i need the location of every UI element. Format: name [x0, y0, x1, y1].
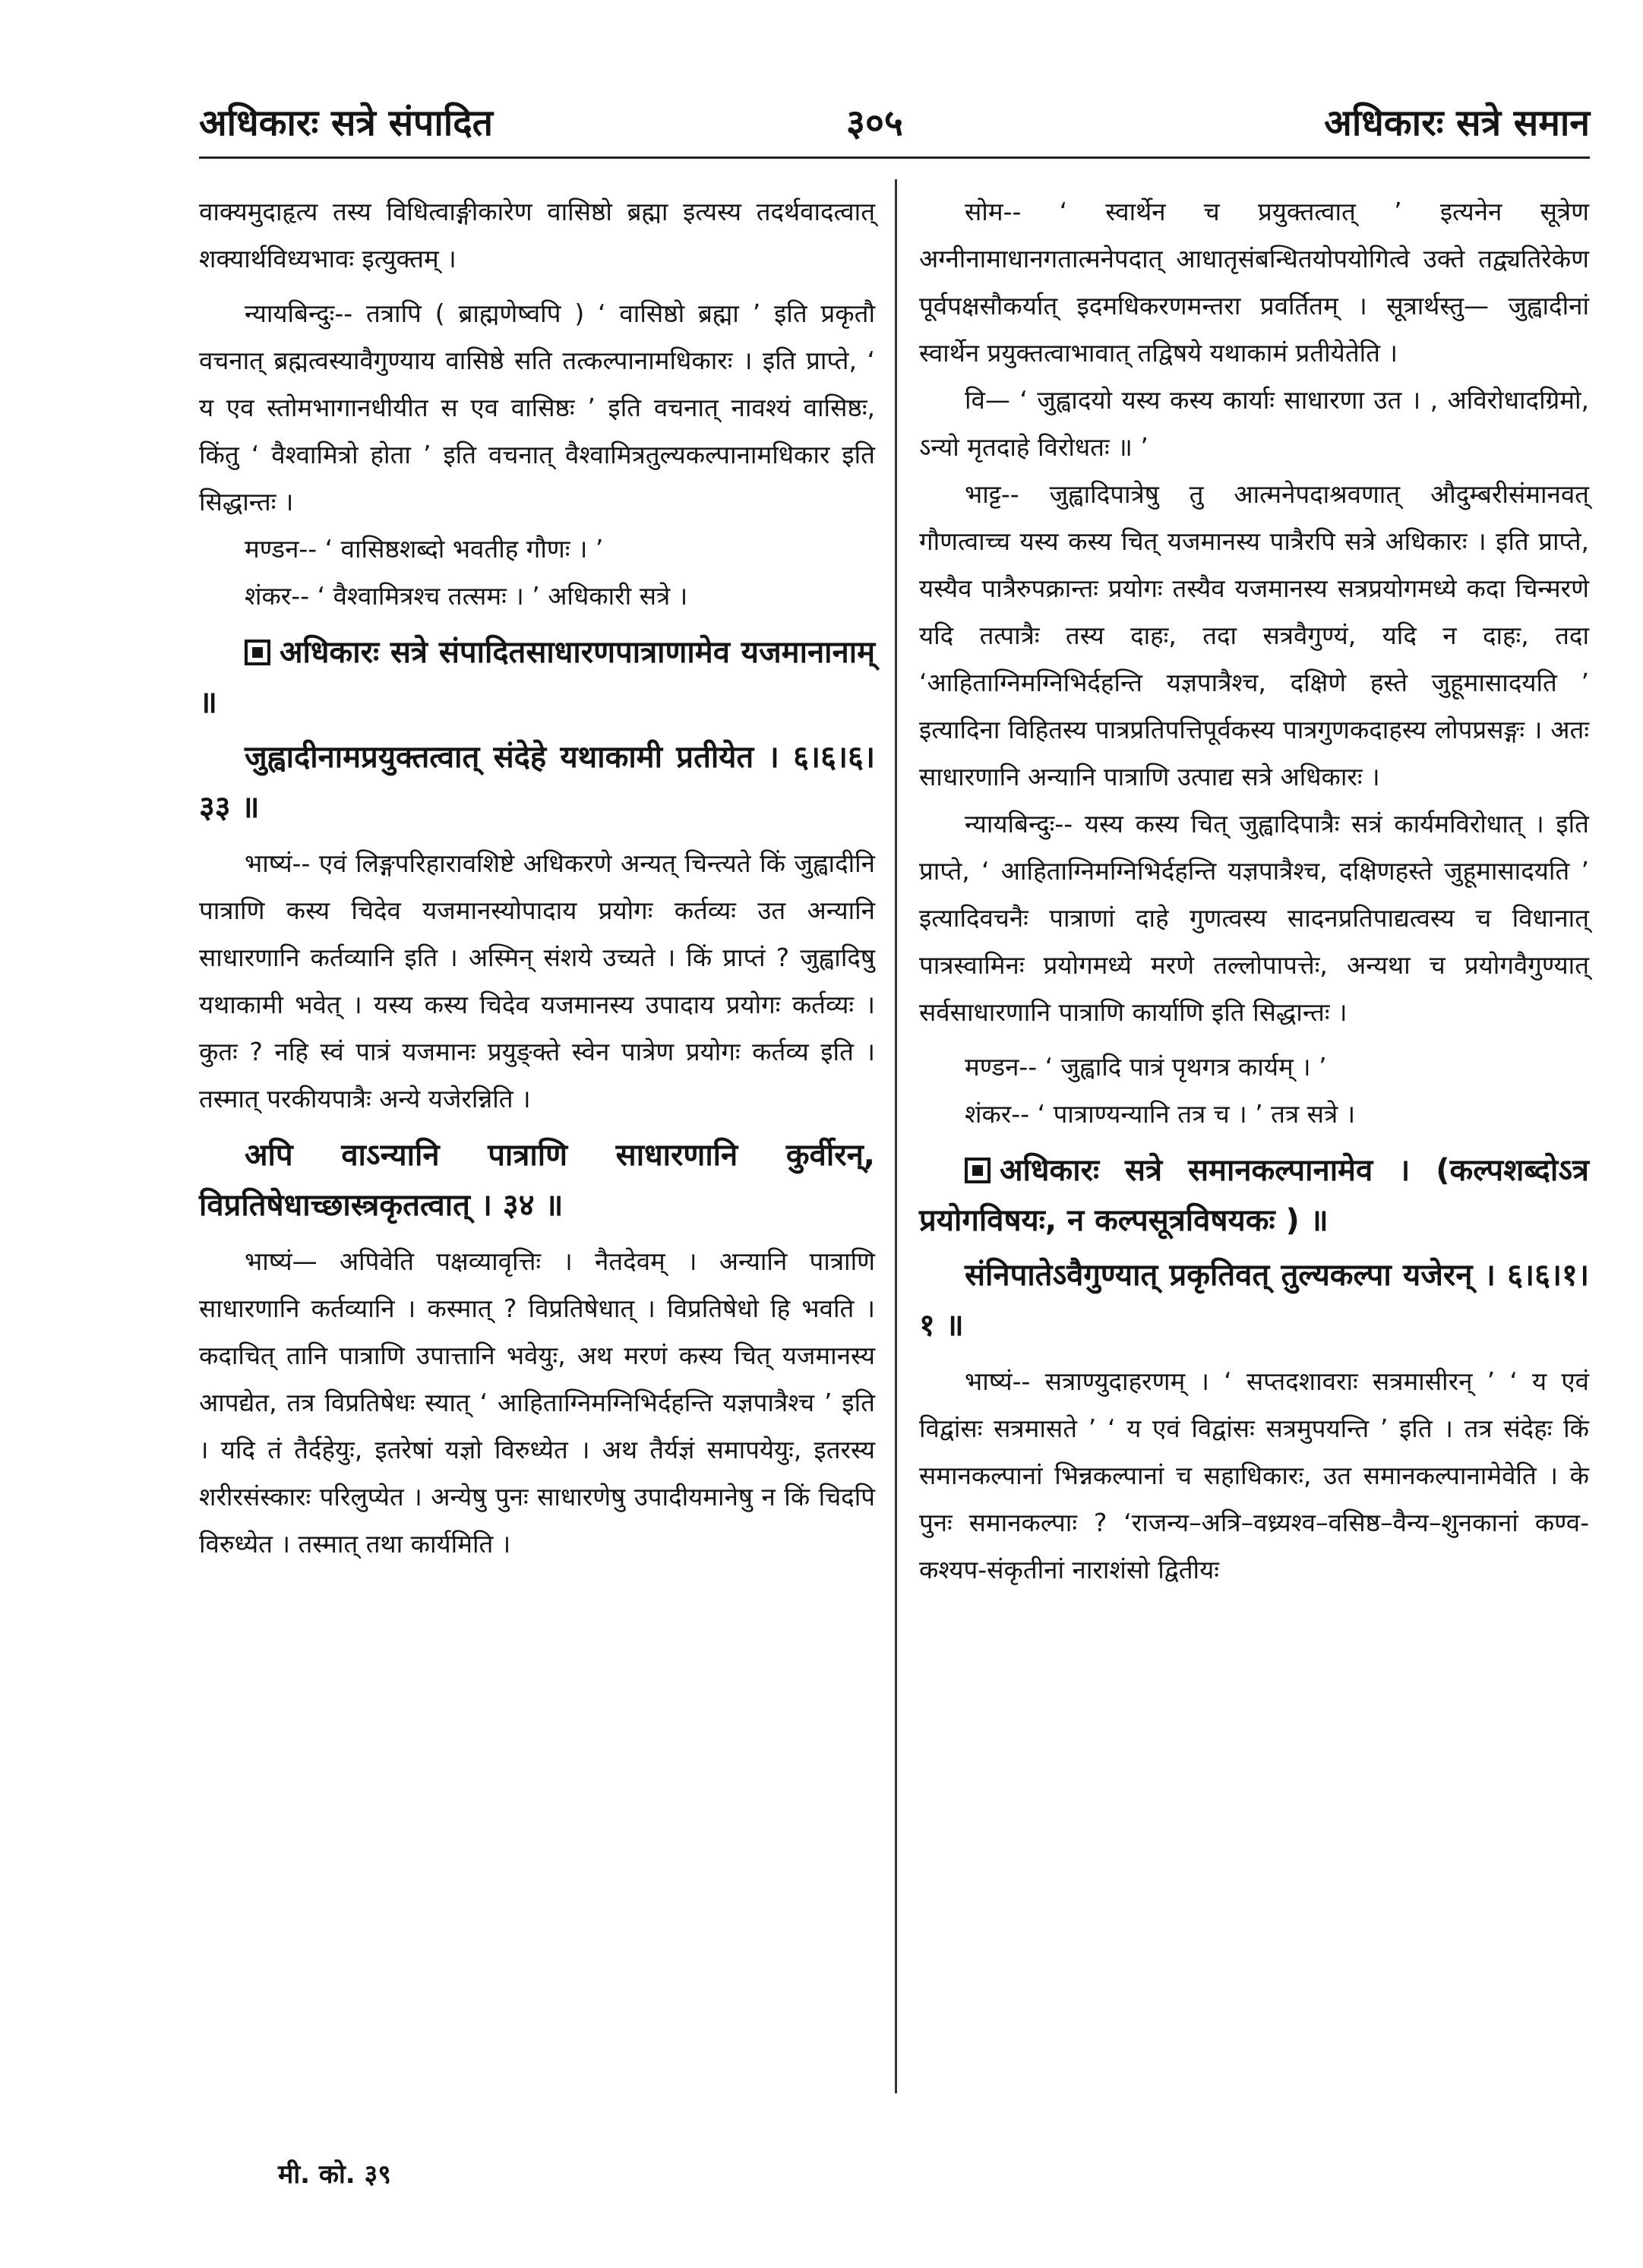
paragraph: भाट्ट-- जुह्वादिपात्रेषु तु आत्मनेपदाश्रवणात् औदुम्बरीसंमानवत् गौणत्वाच्च यस्य कस्य चित् यजमानस्य पात्रैरपि सत्रे अधिकारः । इति प्राप्ते, यस्यैव पात्रैरुपक्रान्तः प्रयोगः तस्यैव यजमानस्य सत्रप्रयोगमध्ये कदा चिन्मरणे यदि तत्पात्रैः तस्य दाहः, तदा सत्रवैगुण्यं, यदि न दाहः, तदा ‘आहिताग्निमग्निभिर्दहन्ति यज्ञपात्रैश्च, दक्षिणे हस्ते जुहूमासादयति ’ इत्यादिना विहितस्य पात्रप्रतिपत्तिपूर्वकस्य पात्रगुणकदाहस्य लोपप्रसङ्गः । अतः साधारणानि अन्यानि पात्राणि उत्पाद्य सत्रे अधिकारः ।: [919, 479, 1589, 791]
column-divider: [895, 179, 897, 2093]
left-column: [199, 188, 875, 1568]
paragraph: वाक्यमुदाहृत्य तस्य विधित्वाङ्गीकारेण वासिष्ठो ब्रह्मा इत्यस्य तदर्थवादत्वात् शक्यार्थविध्यभावः इत्युक्तम् ।: [199, 197, 875, 273]
paragraph: मण्डन-- ‘ जुह्वादि पात्रं पृथगत्र कार्यम् । ’: [965, 1052, 1327, 1082]
page-number: ३०५: [846, 102, 903, 144]
paragraph: मण्डन-- ‘ वासिष्ठशब्दो भवतीह गौणः । ’: [245, 534, 604, 564]
paragraph: भाष्यं-- सत्राण्युदाहरणम् । ‘ सप्तदशावराः सत्रमासीरन् ’ ‘ य एवं विद्वांसः सत्रमासते ’ ‘ य एवं विद्वांसः सत्रमुपयन्ति ’ इति । तत्र संदेहः किं समानकल्पानां भिन्नकल्पानां च सहाधिकारः, उत समानकल्पानामेवेति । के पुनः समानकल्पाः ? ‘राजन्य–अत्रि–वध्र्यश्व–वसिष्ठ–वैन्य–शुनकानां कण्व-कश्यप-संकृतीनां नाराशंसो द्वितीयः: [919, 1366, 1589, 1584]
running-header-left: अधिकारः सत्रे संपादित: [199, 102, 494, 144]
section-heading: [919, 1145, 1589, 1246]
paragraph: न्यायबिन्दुः-- तत्रापि ( ब्राह्मणेष्वपि ) ‘ वासिष्ठो ब्रह्मा ’ इति प्रकृतौ वचनात् ब्रह्मत्वस्यावैगुण्याय वासिष्ठे सति तत्कल्पानामधिकारः । इति प्राप्ते, ‘ य एव स्तोमभागानधीयीत स एव वासिष्ठः ’ इति वचनात् नावश्यं वासिष्ठः, किंतु ‘ वैश्वामित्रो होता ’ इति वचनात् वैश्वामित्रतुल्यकल्पानामधिकार इति सिद्धान्तः ।: [199, 299, 875, 516]
paragraph: वि— ‘ जुह्वादयो यस्य कस्य कार्याः साधारणा उत । , अविरोधादग्रिमो, ऽन्यो मृतदाहे विरोधतः ॥ ’: [919, 385, 1589, 462]
footer-signature: मी. को. ३९: [278, 2159, 391, 2190]
paragraph: शंकर-- ‘ वैश्वामित्रश्च तत्समः । ’ अधिकारी सत्रे ।: [245, 581, 688, 611]
paragraph: भाष्यं— अपिवेति पक्षव्यावृत्तिः । नैतदेवम् । अन्यानि पात्राणि साधारणानि कर्तव्यानि । कस्मात् ? विप्रतिषेधात् । विप्रतिषेधो हि भवति । कदाचित् तानि पात्राणि उपात्तानि भवेयुः, अथ मरणं कस्य चित् यजमानस्य आपद्येत, तत्र विप्रतिषेधः स्यात् ‘ आहिताग्निमग्निभिर्दहन्ति यज्ञपात्रैश्च ’ इति । यदि तं तैर्दहेयुः, इतरेषां यज्ञो विरुध्येत । अथ तैर्यज्ञं समापयेयुः, इतरस्य शरीरसंस्कारः परिलुप्येत । अन्येषु पुनः साधारणेषु उपादीयमानेषु न किं चिदपि विरुध्येत । तस्मात् तथा कार्यमिति ।: [199, 1246, 875, 1559]
section-mark-icon: [965, 1158, 991, 1183]
section-mark-icon: [245, 640, 270, 665]
paragraph: सोम-- ‘ स्वार्थेन च प्रयुक्तत्वात् ’ इत्यनेन सूत्रेण अग्नीनामाधानगतात्मनेपदात् आधातृसंबन्धितयोपयोगित्वे उक्ते तद्व्यतिरेकेण पूर्वपक्षसौकर्यात् इदमधिकरणमन्तरा प्रवर्तितम् । सूत्रार्थस्तु— जुह्वादीनां स्वार्थेन प्रयुक्तत्वाभावात् तद्विषये यथाकामं प्रतीयेतेति ।: [919, 197, 1589, 368]
sutra: अपि वाऽन्यानि पात्राणि साधारणानि कुर्वीरन्, विप्रतिषेधाच्छास्त्रकृतत्वात् । ३४ ॥: [199, 1138, 875, 1223]
paragraph: न्यायबिन्दुः-- यस्य कस्य चित् जुह्वादिपात्रैः सत्रं कार्यमविरोधात् । इति प्राप्ते, ‘ आहिताग्निमग्निभिर्दहन्ति यज्ञपात्रैश्च, दक्षिणहस्ते जुहूमासादयति ’ इत्यादिवचनैः पात्राणां दाहे गुणत्वस्य सादनप्रतिपाद्यत्वस्य च विधानात् पात्रस्वामिनः प्रयोगमध्ये मरणे तल्लोपापत्तेः, अन्यथा च प्रयोगवैगुण्यात् सर्वसाधारणानि पात्राणि कार्याणि इति सिद्धान्तः ।: [919, 809, 1589, 1027]
paragraph: भाष्यं-- एवं लिङ्गपरिहारावशिष्टे अधिकरणे अन्यत् चिन्त्यते किं जुह्वादीनि पात्राणि कस्य चिदेव यजमानस्योपादाय प्रयोगः कर्तव्यः उत अन्यानि साधारणानि कर्तव्यानि इति । अस्मिन् संशये उच्यते । किं प्राप्तं ? जुह्वादिषु यथाकामी भवेत् । यस्य कस्य चिदेव यजमानस्य उपादाय प्रयोगः कर्तव्यः । कुतः ? नहि स्वं पात्रं यजमानः प्रयुङ्क्ते स्वेन पात्रेण प्रयोगः कर्तव्य इति । तस्मात् परकीयपात्रैः अन्ये यजेरन्निति ।: [199, 848, 875, 1113]
sutra: संनिपातेऽवैगुण्यात् प्रकृतिवत् तुल्यकल्पा यजेरन् । ६।६।१।१ ॥: [919, 1258, 1589, 1343]
section-heading-text: अधिकारः सत्रे समानकल्पानामेव । (कल्पशब्दोऽत्र प्रयोगविषयः, न कल्पसूत्रविषयकः ) ॥: [919, 1153, 1589, 1238]
paragraph: शंकर-- ‘ पात्राण्यन्यानि तत्र च । ’ तत्र सत्रे ।: [965, 1099, 1356, 1129]
header-rule: [199, 156, 1590, 159]
section-heading: [199, 627, 875, 728]
section-heading-text: अधिकारः सत्रे संपादितसाधारणपात्राणामेव यजमानानाम् ॥: [199, 635, 875, 720]
right-column: [919, 188, 1589, 1594]
running-header-right: अधिकारः सत्रे समान: [1324, 102, 1590, 144]
sutra: जुह्वादीनामप्रयुक्तत्वात् संदेहे यथाकामी प्रतीयेत । ६।६।६।३३ ॥: [199, 740, 875, 825]
